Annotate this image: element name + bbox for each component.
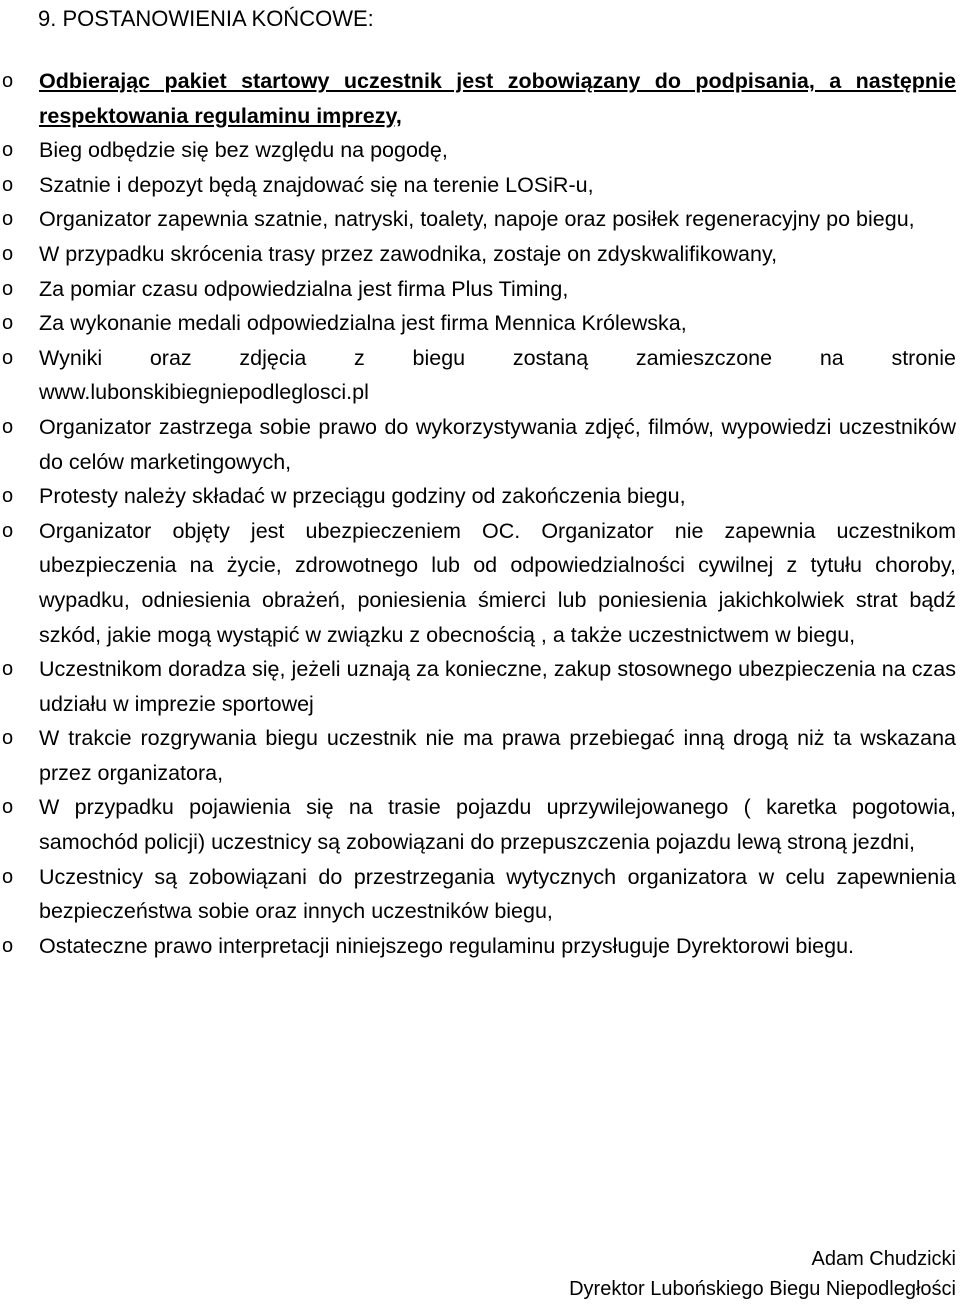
rule-item [0,202,956,237]
rule-text: Organizator zapewnia szatnie, natryski, toalety, napoje oraz posiłek regeneracyjny po biegu, [39,207,915,232]
bullet-icon: o [2,70,14,92]
rule-item [0,652,956,721]
rule-text: Organizator objęty jest ubezpieczeniem OC. Organizator nie zapewnia uczestnikom ubezpieczenia na życie, zdrowotnego lub od odpowiedzialności cywilnej z tytułu choroby, wypadku, odniesienia obrażeń, poniesienia śmierci lub poniesienia jakichkolwiek strat bądź szkód, jakie mogą wystąpić w związku z obecnością , a także uczestnictwem w biegu, [39,518,956,647]
rule-text: W przypadku pojawienia się na trasie pojazdu uprzywilejowanego ( karetka pogotowia, samochód policji) uczestnicy są zobowiązani do przepuszczenia pojazdu lewą stroną jezdni, [39,795,956,855]
bullet-icon: o [2,312,14,335]
rule-text: Odbierając pakiet startowy uczestnik jest zobowiązany do podpisania, a następnie respektowania regulaminu imprezy, [39,69,956,128]
rule-item [0,237,956,272]
rule-item [0,479,956,514]
rule-item [0,929,956,964]
signature-name: Adam Chudzicki [811,1248,956,1270]
rules-list [0,64,956,963]
section-heading: 9. POSTANOWIENIA KOŃCOWE: [38,6,374,31]
rule-text: Bieg odbędzie się bez względu na pogodę, [39,138,448,163]
rule-text: Uczestnicy są zobowiązani do przestrzegania wytycznych organizatora w celu zapewnienia bezpieczeństwa sobie oraz innych uczestników biegu, [39,864,956,924]
rule-item [0,133,956,168]
rule-text: W trakcie rozgrywania biegu uczestnik nie ma prawa przebiegać inną drogą niż ta wskazana przez organizatora, [39,726,956,785]
signature-role: Dyrektor Lubońskiego Biegu Niepodległości [569,1278,956,1300]
bullet-icon: o [2,934,14,957]
rule-text: Za wykonanie medali odpowiedzialna jest firma Mennica Królewska, [39,311,687,336]
rule-text: Organizator zastrzega sobie prawo do wykorzystywania zdjęć, filmów, wypowiedzi uczestników do celów marketingowych, [39,414,956,474]
rule-text: W przypadku skrócenia trasy przez zawodnika, zostaje on zdyskwalifikowany, [39,241,778,266]
bullet-icon: o [2,346,14,369]
rule-text: Uczestnikom doradza się, jeżeli uznają za konieczne, zakup stosownego ubezpieczenia na czas udziału w imprezie sportowej [39,657,956,716]
rule-item [0,790,956,859]
bullet-icon: o [2,173,14,196]
bullet-icon: o [2,139,14,162]
signature-block [569,1244,956,1304]
rule-item [0,514,956,652]
bullet-icon: o [2,485,14,508]
bullet-icon: o [2,208,14,231]
rule-item [0,306,956,341]
bullet-icon: o [2,727,14,750]
rule-text: Protesty należy składać w przeciągu godziny od zakończenia biegu, [39,484,686,509]
bullet-icon: o [2,658,14,681]
rule-item [0,64,956,133]
rule-item [0,341,956,410]
rule-item [0,860,956,929]
rule-text: Ostateczne prawo interpretacji niniejszego regulaminu przysługuje Dyrektorowi biegu. [39,933,855,958]
rule-item [0,272,956,307]
bullet-icon: o [2,277,14,300]
bullet-icon: o [2,519,14,542]
rule-item [0,721,956,790]
bullet-icon: o [2,865,14,888]
rule-text: Za pomiar czasu odpowiedzialna jest firma Plus Timing, [39,276,569,301]
rule-item [0,410,956,479]
rule-text: Wyniki oraz zdjęcia z biegu zostaną zamieszczone na stronie www.lubonskibiegniepodleglosci.pl [39,345,956,405]
bullet-icon: o [2,796,14,819]
bullet-icon: o [2,242,14,265]
bullet-icon: o [2,415,14,438]
rule-item [0,168,956,203]
rule-text: Szatnie i depozyt będą znajdować się na terenie LOSiR-u, [39,172,594,197]
